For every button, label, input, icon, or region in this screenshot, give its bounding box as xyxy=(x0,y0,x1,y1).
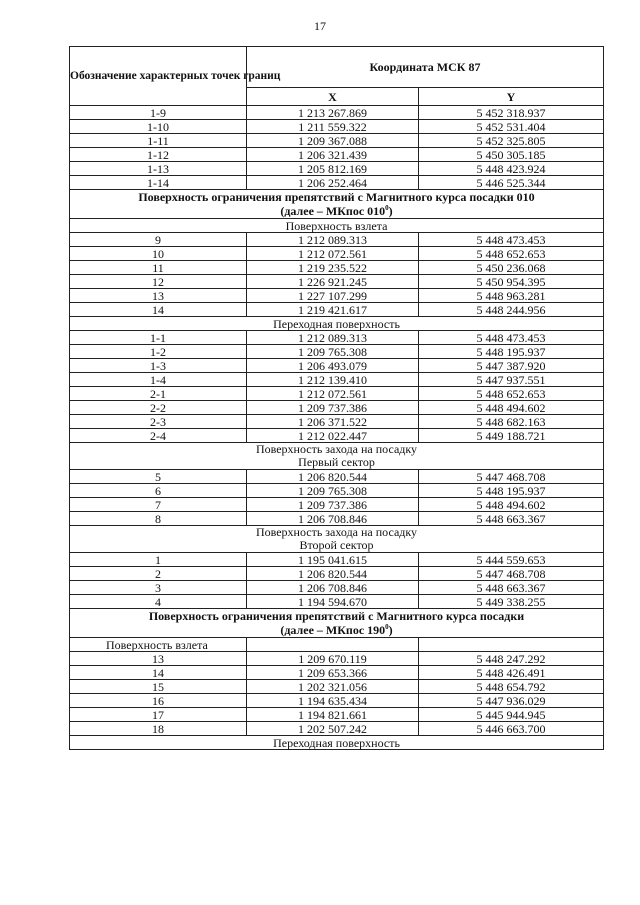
section-title xyxy=(70,190,604,219)
y-header: Y xyxy=(419,88,604,106)
table-row xyxy=(70,567,604,581)
table-row xyxy=(70,429,604,443)
x-coordinate-cell: 1 206 820.544 xyxy=(247,470,419,484)
point-id-cell: 8 xyxy=(70,512,247,526)
x-coordinate-cell: 1 226 921.245 xyxy=(247,275,419,289)
point-id-cell: 1-9 xyxy=(70,106,247,120)
y-coordinate-cell: 5 448 423.924 xyxy=(419,162,604,176)
y-coordinate-cell: 5 447 468.708 xyxy=(419,470,604,484)
table-row xyxy=(70,708,604,722)
table-row xyxy=(70,387,604,401)
table-row xyxy=(70,595,604,609)
y-coordinate-cell: 5 448 494.602 xyxy=(419,498,604,512)
point-id-cell: 1-13 xyxy=(70,162,247,176)
subsection-title: Поверхность взлета xyxy=(70,219,604,233)
table-row xyxy=(70,134,604,148)
point-id-cell: 17 xyxy=(70,708,247,722)
x-coordinate-cell: 1 212 072.561 xyxy=(247,247,419,261)
table-row xyxy=(70,498,604,512)
x-coordinate-cell: 1 194 594.670 xyxy=(247,595,419,609)
table-row xyxy=(70,553,604,567)
y-coordinate-cell: 5 450 305.185 xyxy=(419,148,604,162)
section-row xyxy=(70,609,604,638)
table-row xyxy=(70,331,604,345)
x-coordinate-cell: 1 209 653.366 xyxy=(247,666,419,680)
table-row xyxy=(70,233,604,247)
point-id-cell: 1-11 xyxy=(70,134,247,148)
y-coordinate-cell: 5 444 559.653 xyxy=(419,553,604,567)
x-coordinate-cell: 1 213 267.869 xyxy=(247,106,419,120)
y-coordinate-cell: 5 445 944.945 xyxy=(419,708,604,722)
x-coordinate-cell: 1 206 371.522 xyxy=(247,415,419,429)
point-id-cell: 7 xyxy=(70,498,247,512)
point-id-cell: 1-3 xyxy=(70,359,247,373)
table-row xyxy=(70,247,604,261)
x-coordinate-cell: 1 194 635.434 xyxy=(247,694,419,708)
x-coordinate-cell: 1 206 820.544 xyxy=(247,567,419,581)
y-coordinate-cell: 5 448 195.937 xyxy=(419,345,604,359)
section-title-close: ) xyxy=(388,623,393,637)
coordinates-table xyxy=(69,46,604,750)
subsection-row xyxy=(70,443,604,470)
table-row xyxy=(70,652,604,666)
table-row xyxy=(70,176,604,190)
table-row xyxy=(70,359,604,373)
y-coordinate-cell: 5 449 338.255 xyxy=(419,595,604,609)
x-coordinate-cell: 1 212 139.410 xyxy=(247,373,419,387)
x-coordinate-cell: 1 212 089.313 xyxy=(247,233,419,247)
subsection-title: Переходная поверхность xyxy=(70,736,604,750)
y-coordinate-cell: 5 452 531.404 xyxy=(419,120,604,134)
y-coordinate-cell: 5 449 188.721 xyxy=(419,429,604,443)
subsection-title-left: Поверхность взлета xyxy=(70,638,247,652)
subsection-row xyxy=(70,638,604,652)
point-id-cell: 1 xyxy=(70,553,247,567)
x-coordinate-cell: 1 212 072.561 xyxy=(247,387,419,401)
point-id-cell: 1-14 xyxy=(70,176,247,190)
y-coordinate-cell: 5 448 663.367 xyxy=(419,581,604,595)
y-coordinate-cell: 5 448 654.792 xyxy=(419,680,604,694)
table-row xyxy=(70,162,604,176)
x-coordinate-cell: 1 212 089.313 xyxy=(247,331,419,345)
subsection-title: Переходная поверхность xyxy=(70,317,604,331)
y-coordinate-cell: 5 452 318.937 xyxy=(419,106,604,120)
y-coordinate-cell: 5 448 244.956 xyxy=(419,303,604,317)
y-coordinate-cell: 5 448 494.602 xyxy=(419,401,604,415)
table-row xyxy=(70,484,604,498)
x-coordinate-cell: 1 209 670.119 xyxy=(247,652,419,666)
x-coordinate-cell: 1 209 737.386 xyxy=(247,498,419,512)
point-id-cell: 15 xyxy=(70,680,247,694)
section-title-line2: (далее – МКпос 010 xyxy=(280,204,386,218)
x-coordinate-cell: 1 219 421.617 xyxy=(247,303,419,317)
table-body xyxy=(70,106,604,750)
empty-cell xyxy=(247,638,419,652)
point-id-cell: 14 xyxy=(70,303,247,317)
x-coordinate-cell: 1 209 765.308 xyxy=(247,484,419,498)
subsection-row xyxy=(70,736,604,750)
table-row xyxy=(70,120,604,134)
subsection-title xyxy=(70,526,604,553)
point-id-cell: 2 xyxy=(70,567,247,581)
degree-superscript: 0 xyxy=(385,623,389,631)
table-row xyxy=(70,106,604,120)
x-coordinate-cell: 1 209 367.088 xyxy=(247,134,419,148)
table-row xyxy=(70,261,604,275)
table-row xyxy=(70,345,604,359)
x-coordinate-cell: 1 195 041.615 xyxy=(247,553,419,567)
table-row xyxy=(70,470,604,484)
x-coordinate-cell: 1 209 737.386 xyxy=(247,401,419,415)
point-id-cell: 2-3 xyxy=(70,415,247,429)
point-id-cell: 10 xyxy=(70,247,247,261)
x-coordinate-cell: 1 209 765.308 xyxy=(247,345,419,359)
empty-cell xyxy=(419,638,604,652)
y-coordinate-cell: 5 448 663.367 xyxy=(419,512,604,526)
y-coordinate-cell: 5 447 937.551 xyxy=(419,373,604,387)
subsection-title-line2: Второй сектор xyxy=(299,538,374,552)
x-coordinate-cell: 1 206 321.439 xyxy=(247,148,419,162)
x-coordinate-cell: 1 205 812.169 xyxy=(247,162,419,176)
x-coordinate-cell: 1 206 708.846 xyxy=(247,581,419,595)
x-coordinate-cell: 1 211 559.322 xyxy=(247,120,419,134)
degree-superscript: 0 xyxy=(385,204,389,212)
point-id-cell: 14 xyxy=(70,666,247,680)
x-coordinate-cell: 1 227 107.299 xyxy=(247,289,419,303)
table-row xyxy=(70,401,604,415)
point-id-cell: 11 xyxy=(70,261,247,275)
point-id-cell: 13 xyxy=(70,652,247,666)
point-id-cell: 16 xyxy=(70,694,247,708)
y-coordinate-cell: 5 448 963.281 xyxy=(419,289,604,303)
subsection-title-line2: Первый сектор xyxy=(298,455,375,469)
subsection-row xyxy=(70,526,604,553)
x-coordinate-cell: 1 194 821.661 xyxy=(247,708,419,722)
x-coordinate-cell: 1 206 493.079 xyxy=(247,359,419,373)
section-title-line1: Поверхность ограничения препятствий с Магнитного курса посадки 010 xyxy=(138,190,535,204)
x-coordinate-cell: 1 212 022.447 xyxy=(247,429,419,443)
y-coordinate-cell: 5 450 236.068 xyxy=(419,261,604,275)
point-label-header: Обозначение характерных точек границ xyxy=(70,47,247,106)
point-id-cell: 1-2 xyxy=(70,345,247,359)
x-coordinate-cell: 1 202 321.056 xyxy=(247,680,419,694)
subsection-row xyxy=(70,317,604,331)
table-row xyxy=(70,148,604,162)
point-id-cell: 13 xyxy=(70,289,247,303)
section-title-line2: (далее – МКпос 190 xyxy=(280,623,386,637)
point-id-cell: 6 xyxy=(70,484,247,498)
table-row xyxy=(70,694,604,708)
point-id-cell: 2-1 xyxy=(70,387,247,401)
x-coordinate-cell: 1 202 507.242 xyxy=(247,722,419,736)
table-row xyxy=(70,666,604,680)
x-header: X xyxy=(247,88,419,106)
y-coordinate-cell: 5 447 936.029 xyxy=(419,694,604,708)
point-id-cell: 3 xyxy=(70,581,247,595)
table-row xyxy=(70,680,604,694)
table-row xyxy=(70,303,604,317)
section-title-close: ) xyxy=(388,204,393,218)
point-id-cell: 2-4 xyxy=(70,429,247,443)
page-number: 17 xyxy=(314,19,326,33)
y-coordinate-cell: 5 452 325.805 xyxy=(419,134,604,148)
y-coordinate-cell: 5 450 954.395 xyxy=(419,275,604,289)
subsection-title-line1: Поверхность захода на посадку xyxy=(255,525,418,539)
table-row xyxy=(70,722,604,736)
y-coordinate-cell: 5 448 247.292 xyxy=(419,652,604,666)
point-id-cell: 1-4 xyxy=(70,373,247,387)
x-coordinate-cell: 1 206 708.846 xyxy=(247,512,419,526)
y-coordinate-cell: 5 448 473.453 xyxy=(419,331,604,345)
subsection-title-line1: Поверхность захода на посадку xyxy=(255,442,418,456)
table-row xyxy=(70,275,604,289)
subsection-title xyxy=(70,443,604,470)
point-id-cell: 4 xyxy=(70,595,247,609)
y-coordinate-cell: 5 448 652.653 xyxy=(419,247,604,261)
point-id-cell: 1-12 xyxy=(70,148,247,162)
section-title-line1: Поверхность ограничения препятствий с Магнитного курса посадки xyxy=(148,609,525,623)
table-row xyxy=(70,415,604,429)
point-id-cell: 9 xyxy=(70,233,247,247)
y-coordinate-cell: 5 448 652.653 xyxy=(419,387,604,401)
coord-system-header: Координата МСК 87 xyxy=(247,47,604,88)
table-row xyxy=(70,373,604,387)
y-coordinate-cell: 5 447 387.920 xyxy=(419,359,604,373)
y-coordinate-cell: 5 446 525.344 xyxy=(419,176,604,190)
table-row xyxy=(70,581,604,595)
x-coordinate-cell: 1 219 235.522 xyxy=(247,261,419,275)
point-id-cell: 1-10 xyxy=(70,120,247,134)
table-row xyxy=(70,512,604,526)
x-coordinate-cell: 1 206 252.464 xyxy=(247,176,419,190)
y-coordinate-cell: 5 448 426.491 xyxy=(419,666,604,680)
y-coordinate-cell: 5 447 468.708 xyxy=(419,567,604,581)
y-coordinate-cell: 5 446 663.700 xyxy=(419,722,604,736)
subsection-row xyxy=(70,219,604,233)
point-id-cell: 12 xyxy=(70,275,247,289)
point-id-cell: 2-2 xyxy=(70,401,247,415)
y-coordinate-cell: 5 448 682.163 xyxy=(419,415,604,429)
point-id-cell: 18 xyxy=(70,722,247,736)
y-coordinate-cell: 5 448 473.453 xyxy=(419,233,604,247)
point-id-cell: 1-1 xyxy=(70,331,247,345)
section-row xyxy=(70,190,604,219)
y-coordinate-cell: 5 448 195.937 xyxy=(419,484,604,498)
point-id-cell: 5 xyxy=(70,470,247,484)
table-row xyxy=(70,289,604,303)
section-title xyxy=(70,609,604,638)
